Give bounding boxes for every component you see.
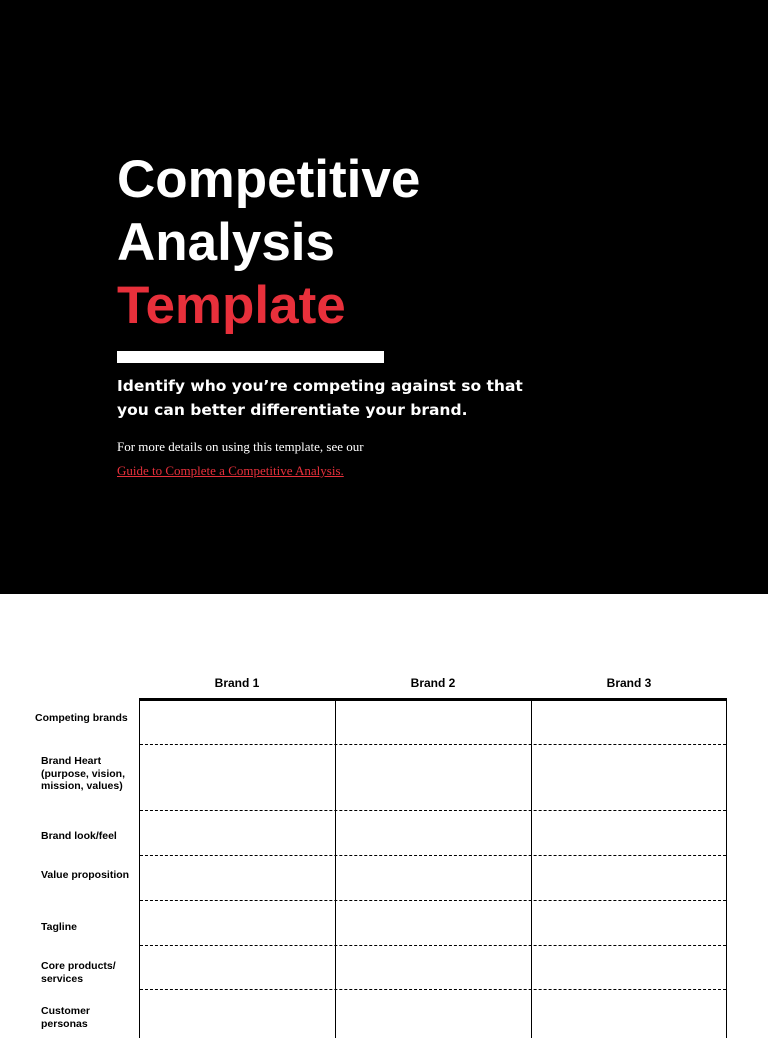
guide-link[interactable]: Guide to Complete a Competitive Analysis. (117, 463, 344, 478)
column-header-brand-3: Brand 3 (606, 676, 652, 690)
row-label-value-proposition: Value proposition (41, 869, 130, 881)
title-line-3: Template (117, 276, 346, 335)
row-label-competing-brands: Competing brands (35, 712, 128, 724)
row-divider (140, 989, 726, 990)
title-line-1: Competitive (117, 150, 421, 209)
comparison-grid (139, 698, 727, 1038)
column-divider (335, 701, 336, 1038)
column-header-brand-2: Brand 2 (410, 676, 456, 690)
row-divider (140, 945, 726, 946)
row-label-tagline: Tagline (41, 921, 77, 933)
row-divider (140, 810, 726, 811)
guide-note (117, 435, 387, 483)
guide-note-text: For more details on using this template, see our (117, 439, 364, 454)
page-title (117, 148, 420, 337)
row-divider (140, 744, 726, 745)
row-label-brand-heart: Brand Heart (purpose, vision, mission, values) (41, 755, 126, 792)
row-divider (140, 900, 726, 901)
column-divider (531, 701, 532, 1038)
subtitle: Identify who you’re competing against so that you can better differentiate your brand. (117, 377, 523, 419)
row-label-brand-look-feel: Brand look/feel (41, 830, 117, 842)
title-divider (117, 351, 384, 363)
row-label-core-products: Core products/ services (41, 960, 116, 985)
row-label-customer-personas: Customer personas (41, 1005, 91, 1030)
row-divider (140, 855, 726, 856)
title-line-2: Analysis (117, 213, 336, 272)
column-header-brand-1: Brand 1 (214, 676, 260, 690)
